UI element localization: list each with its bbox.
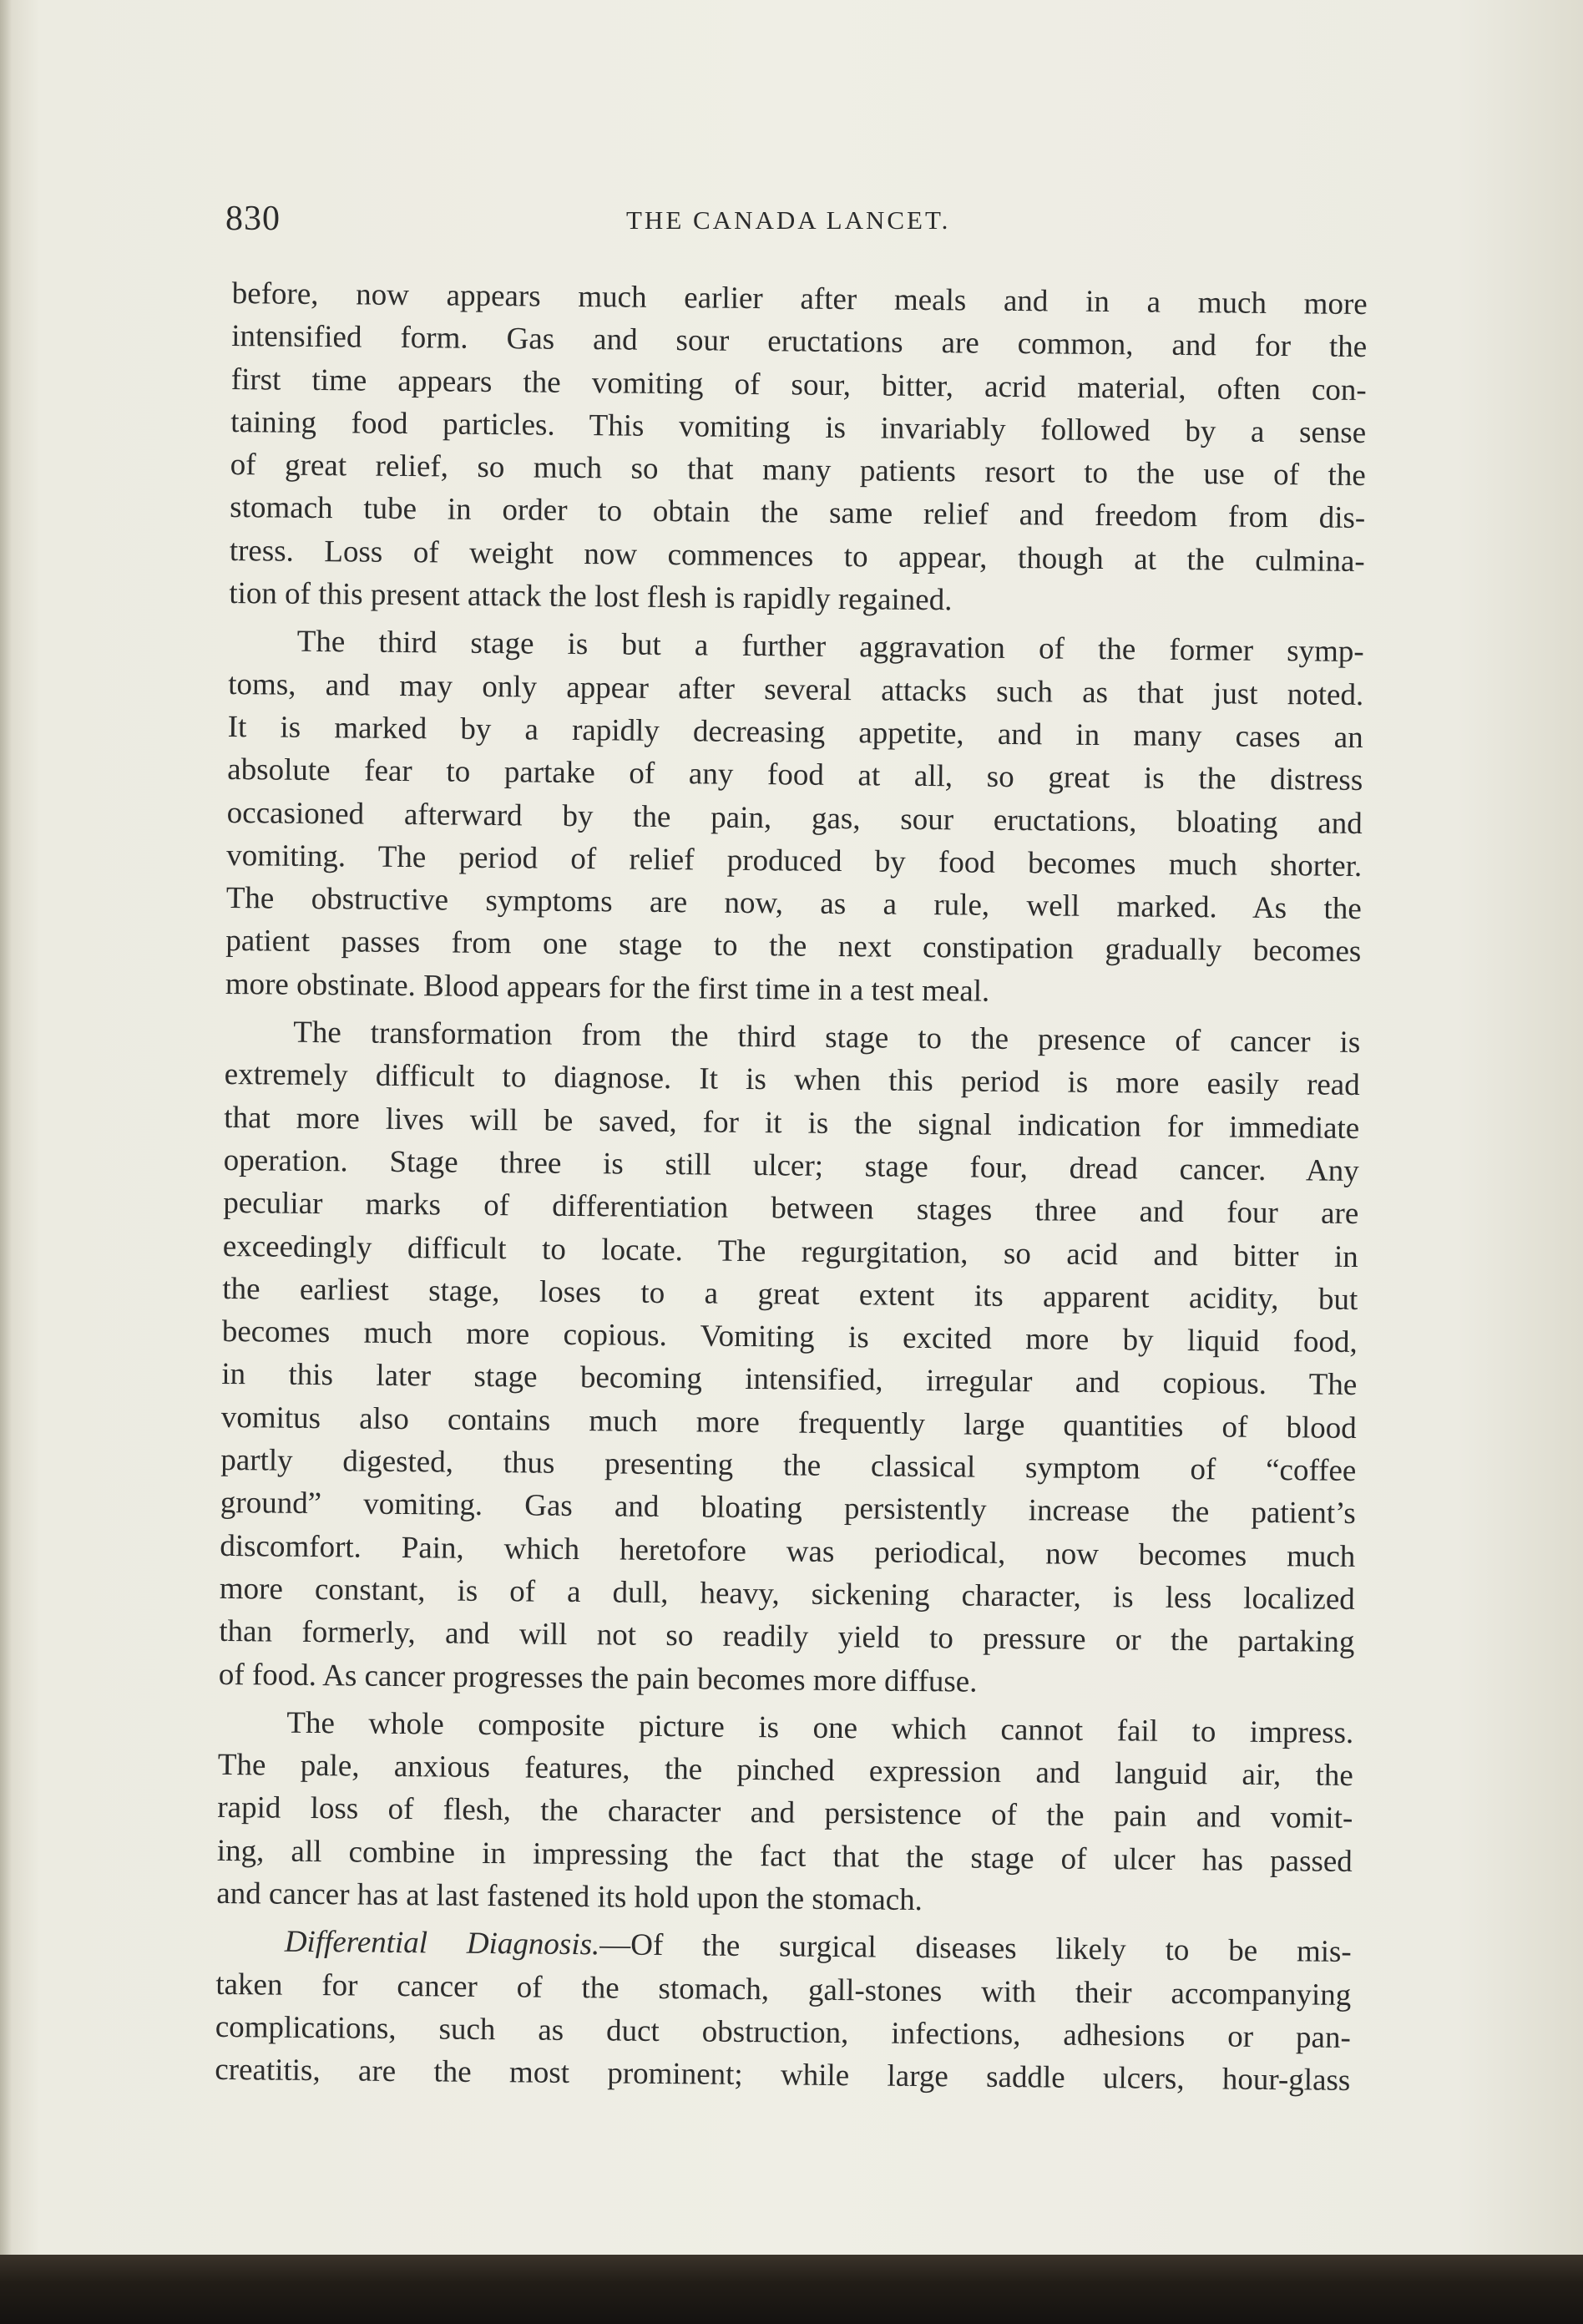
text-line: stomach tube in order to obtain the same relief and freedom from dis-: [230, 490, 1366, 536]
text-line: becomes much more copious. Vomiting is excited more by liquid food,: [221, 1314, 1358, 1360]
paragraph-1: [229, 272, 1368, 625]
text-line: The whole composite picture is one which cannot fail to impress.: [286, 1705, 1354, 1750]
text-line: intensified form. Gas and sour eructations are common, and for the: [231, 319, 1368, 365]
page-bottom-shadow: [0, 2255, 1583, 2324]
text-line: ground” vomiting. Gas and bloating persistently increase the patient’s: [220, 1486, 1356, 1532]
paragraph-5: [215, 1920, 1352, 2102]
text-line: The obstructive symptoms are now, as a rule, well marked. As the: [225, 881, 1362, 927]
text-line: the earliest stage, loses to a great extent its apparent acidity, but: [222, 1271, 1358, 1317]
text-line: taken for cancer of the stomach, gall-stones with their accompanying: [215, 1967, 1352, 2013]
text-line: that more lives will be saved, for it is the signal indication for immediate: [224, 1100, 1360, 1146]
page-number: 830: [225, 200, 281, 238]
lead-text: —Of the surgical diseases likely to be mis-: [599, 1927, 1352, 1970]
text-line: of great relief, so much so that many patients resort to the use of the: [230, 448, 1366, 494]
text-line: of food. As cancer progresses the pain becomes more diffuse.: [218, 1657, 978, 1699]
text-line: ing, all combine in impressing the fact that the stage of ulcer has passed: [216, 1833, 1353, 1879]
paragraph-4: [216, 1701, 1353, 1927]
body-text: [215, 272, 1368, 2107]
text-line: tress. Loss of weight now commences to appear, though at the culmina-: [229, 533, 1365, 579]
text-line: operation. Stage three is still ulcer; stage four, dread cancer. Any: [223, 1142, 1359, 1188]
text-line: than formerly, and will not so readily yield to pressure or the partaking: [219, 1614, 1355, 1660]
text-line: taining food particles. This vomiting is invariably followed by a sense: [230, 404, 1367, 450]
text-line: exceedingly difficult to locate. The regurgitation, so acid and bitter in: [222, 1228, 1358, 1274]
text-line: The transformation from the third stage to the presence of cancer is: [293, 1015, 1361, 1061]
text-line: more obstinate. Blood appears for the first time in a test meal.: [225, 966, 990, 1009]
text-line: in this later stage becoming intensified, irregular and copious. The: [221, 1357, 1358, 1403]
text-line: before, now appears much earlier after meals and in a much more: [231, 276, 1368, 322]
paragraph-2: [225, 620, 1364, 1016]
text-line: vomitus also contains much more frequently large quantities of blood: [220, 1400, 1357, 1446]
text-line: discomfort. Pain, which heretofore was periodical, now becomes much: [220, 1528, 1356, 1574]
running-head: [225, 199, 1369, 241]
text-line: It is marked by a rapidly decreasing appetite, and in many cases an: [227, 709, 1363, 755]
text-line: occasioned afterward by the pain, gas, sour eructations, bloating and: [226, 795, 1363, 841]
text-line: complications, such as duct obstruction, infections, adhesions or pan-: [215, 2009, 1351, 2055]
text-line: absolute fear to partake of any food at all, so great is the distress: [227, 752, 1363, 798]
text-line: vomiting. The period of relief produced by food becomes much shorter.: [226, 838, 1363, 884]
text-line: patient passes from one stage to the next constipation gradually becomes: [225, 924, 1362, 970]
paragraph-3: [219, 1010, 1361, 1707]
text-line: more constant, is of a dull, heavy, sickening character, is less localized: [219, 1571, 1356, 1617]
text-line: The pale, anxious features, the pinched expression and languid air, the: [217, 1748, 1353, 1794]
section-heading: Differential Diagnosis.: [284, 1924, 600, 1962]
text-line: first time appears the vomiting of sour, bitter, acrid material, often con-: [230, 362, 1367, 408]
text-line: and cancer has at last fastened its hold upon the stomach.: [216, 1876, 923, 1918]
text-line: rapid loss of flesh, the character and persistence of the pain and vomit-: [217, 1790, 1353, 1836]
journal-title: THE CANADA LANCET.: [626, 205, 951, 235]
text-line: toms, and may only appear after several attacks such as that just noted.: [228, 666, 1364, 712]
text-line: peculiar marks of differentiation between stages three and four are: [223, 1186, 1359, 1232]
text-line: partly digested, thus presenting the classical symptom of “coffee: [220, 1442, 1357, 1489]
text-line: extremely difficult to diagnose. It is when this period is more easily read: [224, 1057, 1360, 1103]
text-line: creatitis, are the most prominent; while large saddle ulcers, hour-glass: [215, 2053, 1351, 2099]
text-line: tion of this present attack the lost flesh is rapidly regained.: [229, 576, 953, 618]
text-line: The third stage is but a further aggravation of the former symp-: [296, 625, 1364, 670]
